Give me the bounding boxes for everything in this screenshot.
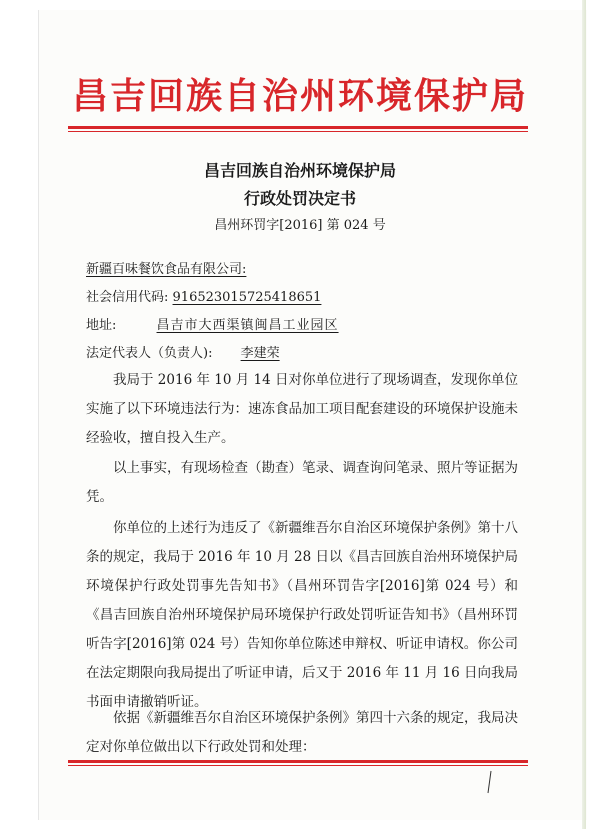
company-name: 新疆百味餐饮食品有限公司: — [86, 262, 247, 277]
agency-letterhead: 昌吉回族自治州环境保护局 — [71, 75, 528, 117]
legal-rep-label: 法定代表人（负责人): — [86, 346, 213, 361]
footer-rule-thin — [68, 765, 528, 766]
credit-code-value: 916523015725418651 — [172, 290, 322, 305]
footer-rule — [68, 760, 528, 763]
address-label: 地址: — [86, 318, 117, 333]
finding-paragraph: 我局于 2016 年 10 月 14 日对你单位进行了现场调查，发现你单位实施了以下环境违法行为：速冻食品加工项目配套建设的环境保护设施未经验收，擅自投入生产。 — [86, 372, 518, 446]
document-title: 行政处罚决定书 — [243, 189, 356, 208]
address-row — [86, 314, 341, 333]
decision-paragraph: 依据《新疆维吾尔自治区环境保护条例》第四十六条的规定，我局决定对你单位做出以下行政处罚和处理： — [86, 710, 518, 755]
legal-rep-name: 李建荣 — [240, 346, 280, 361]
pen-mark — [486, 770, 494, 794]
issuer-title: 昌吉回族自治州环境保护局 — [203, 161, 396, 180]
address-value: 昌吉市大西渠镇闽昌工业园区 — [156, 318, 339, 333]
evidence-paragraph: 以上事实，有现场检查（勘查）笔录、调查询问笔录、照片等证据为凭。 — [86, 460, 518, 505]
scan-edge — [582, 0, 586, 829]
violation-paragraph: 你单位的上述行为违反了《新疆维吾尔自治区环境保护条例》第十八条的规定，我局于 2016 年 10 月 28 日以《昌吉回族自治州环境保护局环境保护行政处罚事先告知书》（昌州环罚告字[2016]第 024 号）和《昌吉回族自治州环境保护局环境保护行政处罚听证告知书》（昌州环罚听告字[2016]第 024 号）告知你单位陈述申辩权、听证申请权。你公司在法定期限向我局提出了听证申请，后又于 2016 年 11 月 16 日向我局书面申请撤销听证。 — [86, 520, 518, 710]
credit-code-row — [86, 286, 345, 305]
legal-rep-row — [86, 342, 294, 361]
credit-code-label: 社会信用代码: — [86, 290, 169, 305]
document-number: 昌州环罚字[2016] 第 024 号 — [214, 218, 386, 233]
letterhead-rule-thin — [68, 131, 528, 132]
letterhead-rule — [68, 126, 528, 129]
